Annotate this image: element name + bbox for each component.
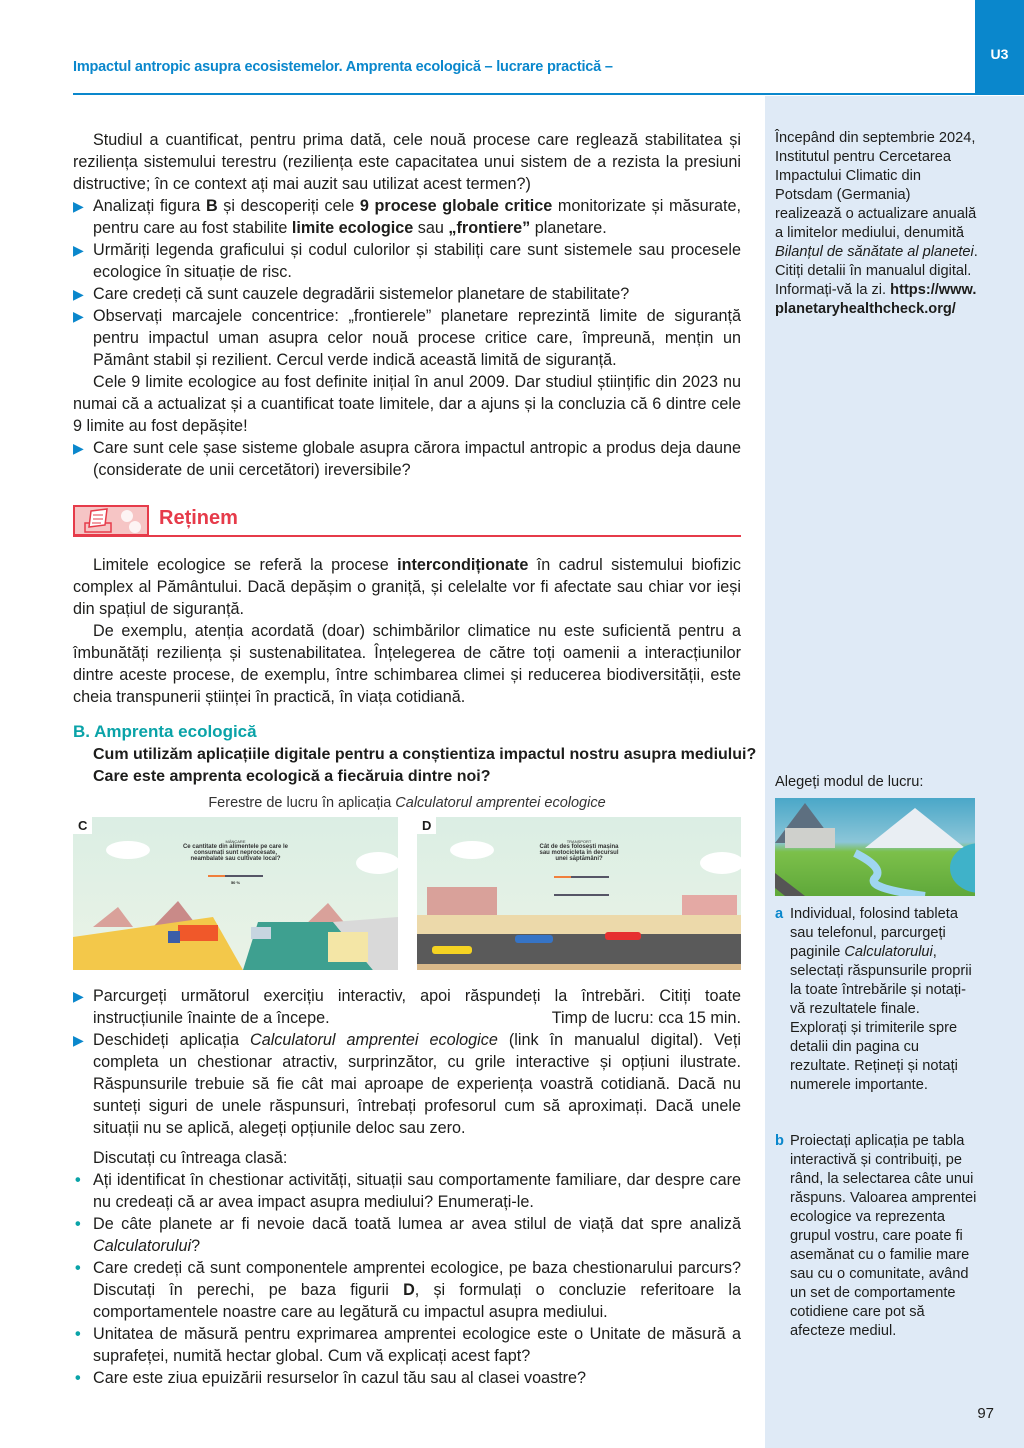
- intro-section: [73, 129, 741, 481]
- bullet: ▶ Deschideți aplicația Calculatorul amprentei ecologice (link în manualul digital). Veți completa un chestionar atractiv, surprinzător, cu grile interactive și opțiuni ilustrate. Răspunsurile trebuie să fie cât mai aproape de experiența voastră cotidiană. Dacă nu sunteți siguri de unele răspunsuri, întrebați profesorul cum să aproximați. Dacă unele situații nu se aplică, alegeți opțiunile deloc sau zero.: [73, 1031, 741, 1137]
- paragraph: Cele 9 limite ecologice au fost definite inițial în anul 2009. Dar studiul științific din 2023 nu numai că a actualizat și a cuantificat toate limitele, dar a ajuns și la concluzia că 6 dintre cele 9 limite au fost depășite!: [73, 373, 741, 435]
- page-number: 97: [977, 1405, 994, 1422]
- motorcycle-slider[interactable]: [554, 894, 609, 896]
- arrow-icon: ▶: [73, 308, 84, 324]
- paragraph: De exemplu, atenția acordată (doar) schimbărilor climatice nu este suficientă pentru a îmbunătăți reziliența și sustenabilitatea. Înțelegerea de către toți oamenii a interacțiunilor dintre aceste procese, de exemplu, între schimbarea climei și reducerea biodiversității, este cheia transpunerii științei în practică, în viața cotidiană.: [73, 622, 741, 706]
- answer-slider[interactable]: [208, 875, 263, 877]
- guiding-question: Cum utilizăm aplicațiile digitale pentru a conștientiza impactul nostru asupra mediului?: [93, 746, 757, 763]
- guiding-question: Care este amprenta ecologică a fiecăruia dintre noi?: [93, 768, 491, 785]
- running-header: Impactul antropic asupra ecosistemelor. Amprenta ecologică – lucrare practică –: [73, 59, 613, 75]
- app-question: TRANSPORT Cât de des folosești mașina sau motocicleta în decursul unei săptămâni?: [539, 839, 619, 862]
- paragraph: Studiul a cuantificat, pentru prima dată, cele nouă procese care reglează stabilitatea și reziliența sistemului terestru (reziliența este capacitatea unui sistem de a rezista la presiuni distructive; în ce context ați mai auzit sau utilizat acest termen?): [73, 131, 741, 193]
- arrow-icon: ▶: [73, 242, 84, 258]
- discussion-item: • Care credeți că sunt componentele amprentei ecologice, pe baza chestionarului parcurs? Discutați în perechi, pe baza figurii D, și formulați o concluzie referitoare la comportamentele noastre care au legătură cu impactul asupra mediului.: [75, 1259, 741, 1321]
- activity-section: [73, 985, 741, 1389]
- planetary-health-link[interactable]: https://www.planetaryhealthcheck.org/: [775, 282, 977, 317]
- retinem-header: [73, 505, 741, 537]
- mode-option-b: b Proiectați aplicația pe tabla interactivă și contribuiți, pe rând, la selectarea câte unui răspuns. Valoarea amprentei ecologice va reprezenta grupul vostru, care poate fi asemănat cu o familie mare sau cu o comunitate, având un set de comportamente cotidiene care pot să afecteze mediul.: [775, 1133, 977, 1339]
- retinem-section: [73, 554, 741, 708]
- figure-d-screenshot: [417, 817, 741, 970]
- sidebar-mode-title: Alegeți modul de lucru:: [775, 774, 924, 790]
- landscape-illustration: [775, 798, 975, 896]
- mode-option-a: a Individual, folosind tableta sau telefonul, parcurgeți paginile Calculatorului, selectați răspunsurile proprii la toate întrebările și notați-vă rezultatele finale. Explorați și trimiterile spre detalii din pagina cu rezultate. Rețineți și notați numerele importante.: [775, 906, 972, 1093]
- bullet: ▶ Observați marcajele concentrice: „frontierele” planetare reprezintă limite de siguranță pentru impactul uman asupra celor nouă procese critice care, împreună, mențin un Pământ stabil și rezilient. Cercul verde indică această limită de siguranță.: [73, 307, 741, 369]
- arrow-icon: ▶: [73, 198, 84, 214]
- discussion-item: • Unitatea de măsură pentru exprimarea amprentei ecologice este o Unitate de măsură a suprafeței, numită hectar global. Cum vă explicați acest fapt?: [75, 1325, 741, 1365]
- work-time: Timp de lucru: cca 15 min.: [551, 1009, 741, 1027]
- app-question: MÂNCARE Ce cantitate din alimentele pe care le consumați sunt neprocesate, neambalate sau cultivate local?: [182, 839, 289, 862]
- discussion-item: • De câte planete ar fi nevoie dacă toată lumea ar avea stilul de viață dat spre analiză Calculatorului?: [75, 1215, 741, 1255]
- bullet: ▶ Care credeți că sunt cauzele degradării sistemelor planetare de stabilitate?: [73, 285, 630, 303]
- section-title: B. Amprenta ecologică: [73, 722, 257, 741]
- slider-value: 50 %: [230, 880, 241, 885]
- bullet: ▶ Urmăriți legenda graficului și codul culorilor și stabiliți care sunt sistemele sau procesele ecologice în situație de risc.: [73, 241, 741, 281]
- discussion-label: Discutați cu întreaga clasă:: [93, 1149, 288, 1167]
- figure-label: C: [73, 817, 92, 834]
- bullet: ▶ Care sunt cele șase sisteme globale asupra cărora impactul antropic a produs deja daune (considerate de unii cercetători) ireversibile?: [73, 439, 741, 479]
- sidebar-note: Începând din septembrie 2024, Institutul pentru Cercetarea Impactului Climatic din Potsdam (Germania) realizează o actualizare anuală a limitelor mediului, denumită Bilanțul de sănătate al planetei. Citiți detalii în manualul digital. Informați-vă la zi. https://www.planetaryhealthcheck.org/: [775, 130, 978, 317]
- figure-caption: Ferestre de lucru în aplicația Calculatorul amprentei ecologice: [208, 795, 606, 811]
- arrow-icon: ▶: [73, 286, 84, 302]
- bullet: ▶ Parcurgeți următorul exercițiu interactiv, apoi răspundeți la întrebări. Citiți toate instrucțiunile înainte de a începe. Timp de lucru: cca 15 min.: [73, 987, 741, 1027]
- figure-c-screenshot: [73, 817, 398, 970]
- car-slider[interactable]: [554, 876, 609, 878]
- paragraph: Limitele ecologice se referă la procese intercondiționate în cadrul sistemului biofizic complex al Pământului. Dacă depășim o graniță, și celelalte vor fi afectate sau chiar vor ieși din spațiul de siguranță.: [73, 556, 741, 618]
- bullet: ▶ Analizați figura B și descoperiți cele 9 procese globale critice monitorizate și măsurate, pentru care au fost stabilite limite ecologice sau „frontiere” planetare.: [73, 197, 741, 237]
- retinem-title: Reținem: [159, 507, 238, 529]
- arrow-icon: ▶: [73, 988, 84, 1004]
- unit-tab: U3: [975, 0, 1024, 95]
- notes-icon: [73, 505, 149, 536]
- header-rule: [73, 93, 975, 95]
- discussion-item: • Care este ziua epuizării resurselor în cazul tău sau al clasei voastre?: [75, 1369, 587, 1387]
- discussion-item: • Ați identificat în chestionar activități, situații sau comportamente familiare, dar despre care nu credeați că ar avea impact asupra mediului? Enumerați-le.: [75, 1171, 741, 1211]
- figure-label: D: [417, 817, 436, 834]
- arrow-icon: ▶: [73, 440, 84, 456]
- arrow-icon: ▶: [73, 1032, 84, 1048]
